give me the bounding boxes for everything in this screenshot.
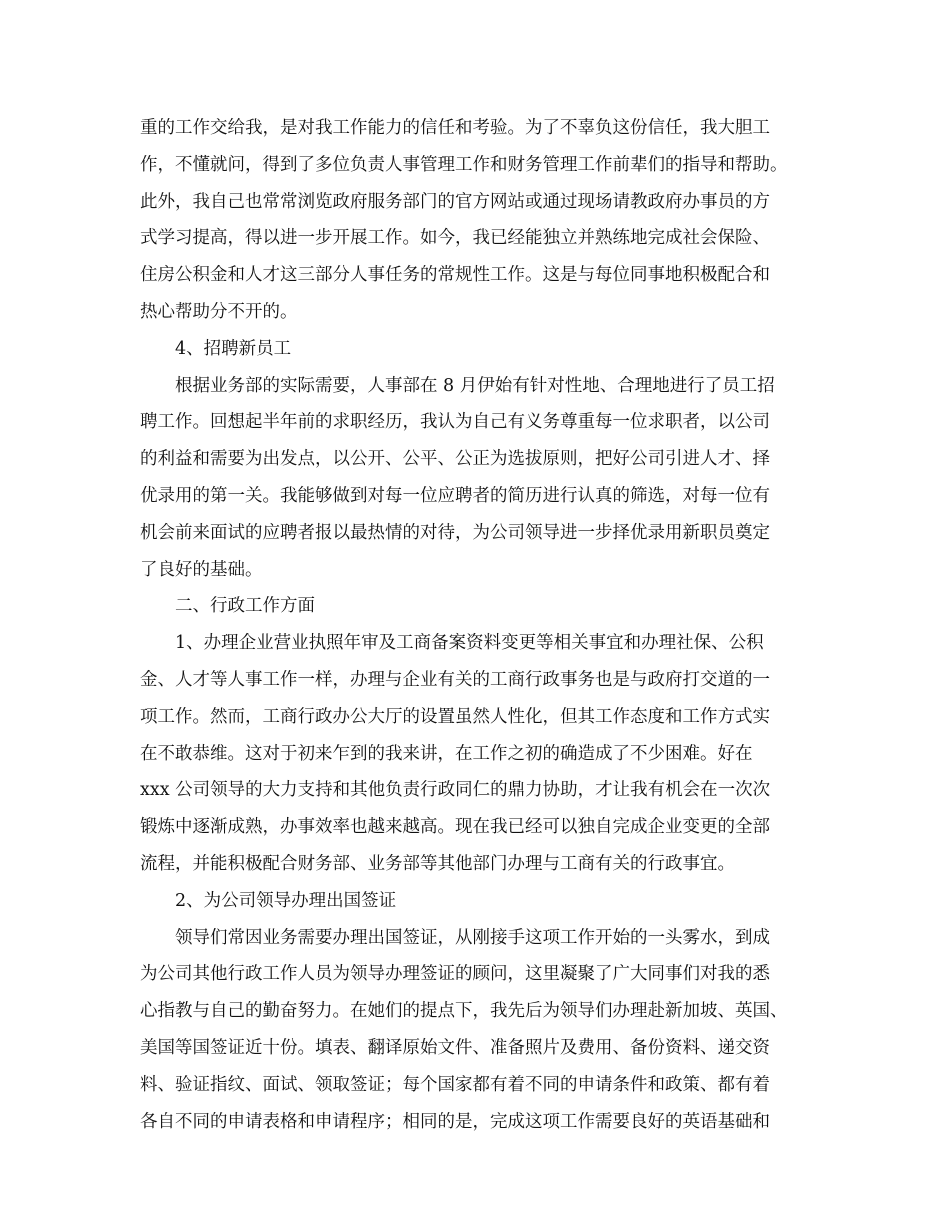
text-line: 作，不懂就问，得到了多位负责人事管理工作和财务管理工作前辈们的指导和帮助。 <box>140 154 788 175</box>
text-line: 各自不同的申请表格和申请程序；相同的是，完成这项工作需要良好的英语基础和 <box>140 1111 770 1132</box>
text-line: 了良好的基础。 <box>140 559 263 580</box>
text-line: 式学习提高，得以进一步开展工作。如今，我已经能独立并熟练地完成社会保险、 <box>140 228 770 249</box>
text-line: xxx 公司领导的大力支持和其他负责行政同仁的鼎力协助，才让我有机会在一次次 <box>140 780 771 801</box>
text-line: 流程，并能积极配合财务部、业务部等其他部门办理与工商有关的行政事宜。 <box>140 853 735 874</box>
text-line: 4、招聘新员工 <box>175 338 292 359</box>
text-line: 在不敢恭维。这对于初来乍到的我来讲，在工作之初的确造成了不少困难。好在 <box>140 743 753 764</box>
text-line: 项工作。然而，工商行政办公大厅的设置虽然人性化，但其工作态度和工作方式实 <box>140 706 770 727</box>
text-line: 住房公积金和人才这三部分人事任务的常规性工作。这是与每位同事地积极配合和 <box>140 265 770 286</box>
text-line: 优录用的第一关。我能够做到对每一位应聘者的简历进行认真的筛选，对每一位有 <box>140 485 770 506</box>
text-line: 2、为公司领导办理出国签证 <box>175 890 397 911</box>
text-line: 的利益和需要为出发点，以公开、公平、公正为选拔原则，把好公司引进人才、择 <box>140 449 770 470</box>
text-line: 二、行政工作方面 <box>175 596 315 617</box>
text-line: 为公司其他行政工作人员为领导办理签证的顾问，这里凝聚了广大同事们对我的悉 <box>140 964 770 985</box>
text-line: 料、验证指纹、面试、领取签证；每个国家都有着不同的申请条件和政策、都有着 <box>140 1074 770 1095</box>
text-line: 根据业务部的实际需要，人事部在 8 月伊始有针对性地、合理地进行了员工招 <box>175 375 775 396</box>
text-line: 机会前来面试的应聘者报以最热情的对待，为公司领导进一步择优录用新职员奠定 <box>140 522 770 543</box>
text-line: 领导们常因业务需要办理出国签证，从刚接手这项工作开始的一头雾水，到成 <box>175 927 770 948</box>
text-line: 聘工作。回想起半年前的求职经历，我认为自己有义务尊重每一位求职者，以公司 <box>140 412 770 433</box>
text-line: 心指教与自己的勤奋努力。在她们的提点下，我先后为领导们办理赴新加坡、英国、 <box>140 1001 788 1022</box>
text-line: 1、办理企业营业执照年审及工商备案资料变更等相关事宜和办理社保、公积 <box>175 633 764 654</box>
text-line: 热心帮助分不开的。 <box>140 301 298 322</box>
body-text <box>140 110 830 1140</box>
text-line: 锻炼中逐渐成熟，办事效率也越来越高。现在我已经可以独自完成企业变更的全部 <box>140 817 770 838</box>
text-line: 金、人才等人事工作一样，办理与企业有关的工商行政事务也是与政府打交道的一 <box>140 669 770 690</box>
text-line: 此外，我自己也常常浏览政府服务部门的官方网站或通过现场请教政府办事员的方 <box>140 191 770 212</box>
text-line: 美国等国签证近十份。填表、翻译原始文件、准备照片及费用、备份资料、递交资 <box>140 1037 770 1058</box>
text-line: 重的工作交给我，是对我工作能力的信任和考验。为了不辜负这份信任，我大胆工 <box>140 118 770 138</box>
